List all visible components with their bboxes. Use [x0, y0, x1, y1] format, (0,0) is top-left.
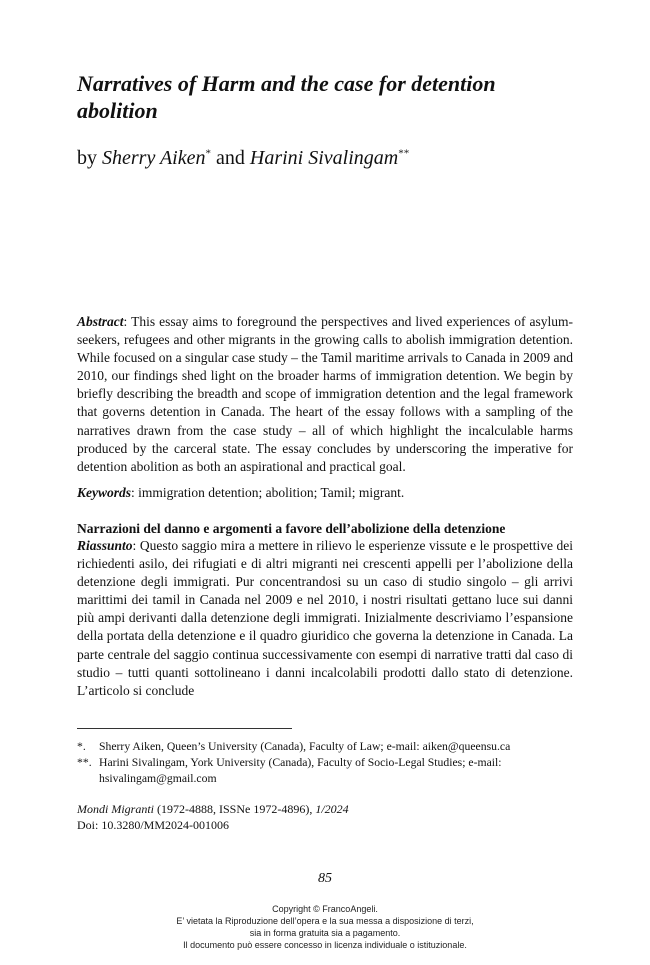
footnote-1-text: Sherry Aiken, Queen’s University (Canada), Faculty of Law; e-mail: aiken@queensu.ca [99, 740, 511, 753]
footnote-divider [77, 728, 292, 729]
abstract-paragraph [77, 313, 573, 476]
footnote-2-text-line1: Harini Sivalingam, York University (Canada), Faculty of Socio-Legal Studies; e-mail: [99, 756, 502, 769]
riassunto-paragraph [77, 537, 573, 700]
italian-title: Narrazioni del danno e argomenti a favore dell’abolizione della detenzione [77, 521, 506, 536]
byline-and: and [216, 147, 245, 169]
copyright-line-1: Copyright © FrancoAngeli. [272, 904, 378, 914]
journal-doi: Doi: 10.3280/MM2024-001006 [77, 818, 230, 832]
copyright-line-4: Il documento può essere concesso in licenza individuale o istituzionale. [183, 940, 467, 950]
footnote-1 [77, 739, 573, 755]
copyright-line-3: sia in forma gratuita sia a pagamento. [249, 928, 401, 938]
article-title: Narratives of Harm and the case for detention abolition [77, 71, 496, 123]
byline-by: by [77, 147, 97, 169]
journal-issn: (1972-4888, ISSNe 1972-4896), [154, 802, 316, 816]
keywords-paragraph [77, 484, 573, 502]
copyright-line-2: E’ vietata la Riproduzione dell’opera e la sua messa a disposizione di terzi, [176, 916, 474, 926]
abstract-text: : This essay aims to foreground the perspectives and lived experiences of asylum-seekers, refugees and other migrants in the growing calls to abolish immigration detention. While focused on a singular case study – the Tamil maritime arrivals to Canada in 2009 and 2010, our findings shed light on the broader harms of immigration detention. We begin by briefly describing the breadth and scope of immigration detention and the legal framework that governs detention in Canada. The heart of the essay follows with a sampling of the narratives drawn from the case study – all of which highlight the incalculable harms produced by the carceral state. The essay concludes by underscoring the imperative for detention abolition as both an aspirational and practical goal. [77, 314, 573, 474]
footnote-2-mark: **. [77, 756, 92, 769]
journal-issue: 1/2024 [315, 802, 349, 816]
author-1: Sherry Aiken [102, 147, 206, 169]
page-number: 85 [318, 871, 332, 886]
author-1-footnote-mark: * [205, 147, 211, 160]
riassunto-text: : Questo saggio mira a mettere in rilievo le esperienze vissute e le prospettive dei richiedenti asilo, dei rifugiati e di altri migranti nei crescenti appelli per l’abolizione della detenzione degli immigrati. Pur concentrandosi su un caso di studio singolo – gli arrivi marittimi dei tamil in Canada nel 2009 e nel 2010, i nostri risultati gettano luce sui danni più ampi derivanti dalla detenzione degli immigrati. Inizialmente descriviamo l’espansione della portata della detenzione e il quadro giuridico che governa la detenzione in Canada. La parte centrale del saggio continua successivamente con esempi di narrative tratti dal caso di studio – tutti quanti sottolineano i danni incalcolabili prodotti dallo stato di detenzione. L’articolo si conclude [77, 538, 573, 698]
footnote-2 [77, 755, 573, 787]
journal-citation [77, 801, 349, 817]
footnote-2-email: hsivalingam@gmail.com [99, 772, 217, 785]
footnote-1-mark: *. [77, 740, 86, 753]
copyright-notice [0, 903, 650, 951]
author-2: Harini Sivalingam [249, 147, 399, 169]
keywords-label: Keywords [77, 485, 131, 500]
byline [77, 146, 409, 170]
journal-name: Mondi Migranti [77, 802, 154, 816]
author-2-footnote-mark: ** [398, 147, 410, 160]
abstract-label: Abstract [77, 314, 124, 329]
riassunto-label: Riassunto [77, 538, 133, 553]
keywords-text: : immigration detention; abolition; Tamil; migrant. [131, 485, 405, 500]
